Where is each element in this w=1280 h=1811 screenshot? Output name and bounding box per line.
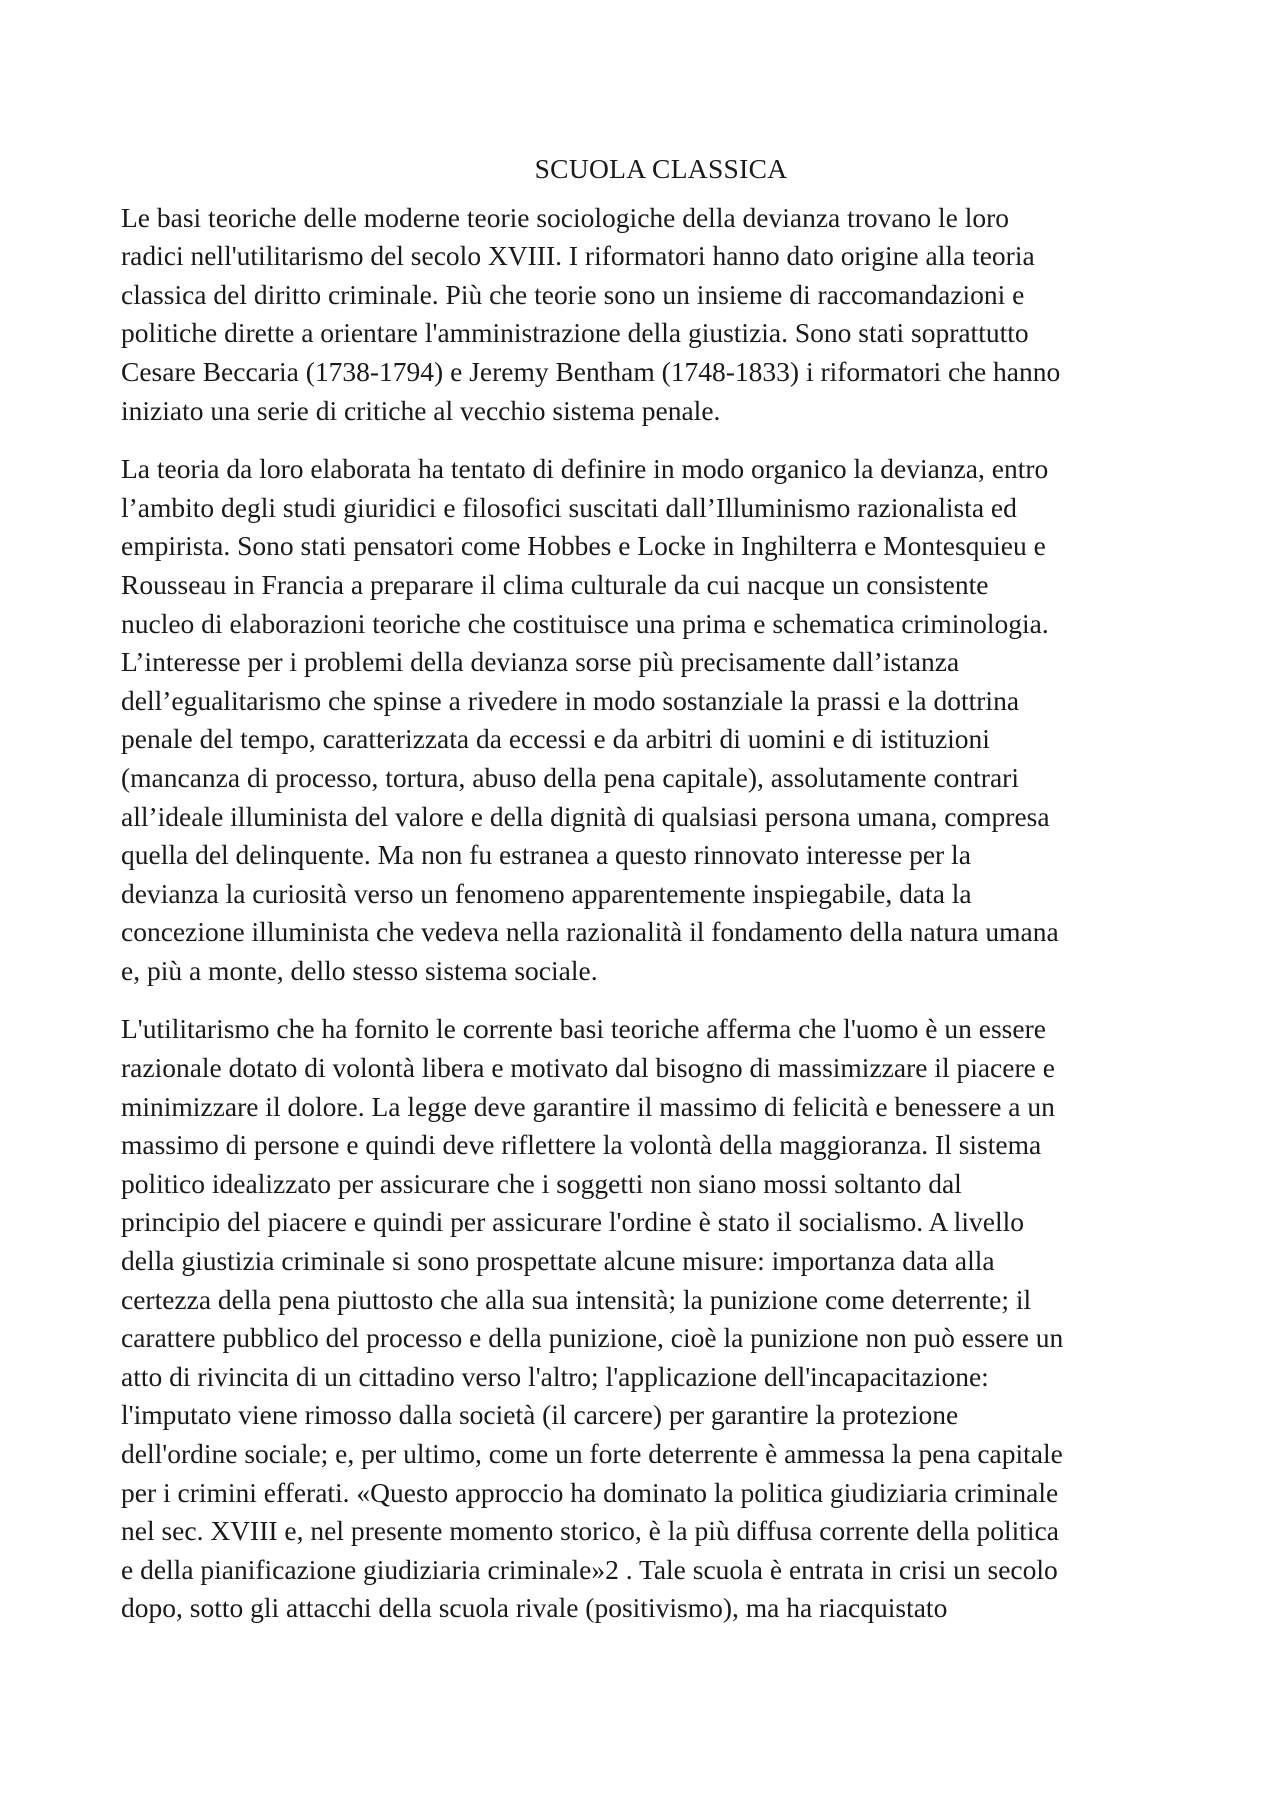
text-line: penale del tempo, caratterizzata da eccessi e da arbitri di uomini e di istituzioni [121, 723, 990, 755]
text-line: classica del diritto criminale. Più che teorie sono un insieme di raccomandazioni e [121, 278, 1025, 310]
text-line: La teoria da loro elaborata ha tentato di definire in modo organico la devianza, entro [121, 453, 1049, 485]
text-line: nel sec. XVIII e, nel presente momento storico, è la più diffusa corrente della politica [121, 1515, 1059, 1547]
text-line: minimizzare il dolore. La legge deve garantire il massimo di felicità e benessere a un [121, 1090, 1055, 1122]
text-line: atto di rivincita di un cittadino verso l'altro; l'applicazione dell'incapacitazione: [121, 1360, 989, 1392]
text-line: all’ideale illuminista del valore e della dignità di qualsiasi persona umana, compresa [121, 800, 1050, 832]
text-line: politico idealizzato per assicurare che i soggetti non siano mossi soltanto dal [121, 1167, 962, 1199]
text-line: della giustizia criminale si sono prospettate alcune misure: importanza data alla [121, 1245, 995, 1277]
text-line: principio del piacere e quindi per assicurare l'ordine è stato il socialismo. A livello [121, 1206, 1025, 1238]
text-line: (mancanza di processo, tortura, abuso della pena capitale), assolutamente contrari [121, 761, 1019, 793]
text-line: Cesare Beccaria (1738-1794) e Jeremy Bentham (1748-1833) i riformatori che hanno [121, 355, 1061, 387]
text-line: dell'ordine sociale; e, per ultimo, come un forte deterrente è ammessa la pena capitale [121, 1438, 1063, 1469]
paragraph [121, 199, 1161, 431]
document-body [121, 150, 1161, 1648]
text-line: L'utilitarismo che ha fornito le corrente basi teoriche afferma che l'uomo è un essere [121, 1013, 1046, 1045]
text-line: l’ambito degli studi giuridici e filosofici suscitati dall’Illuminismo razionalista ed [121, 491, 1017, 523]
paragraph [121, 450, 1161, 990]
text-line: e, più a monte, dello stesso sistema sociale. [121, 954, 598, 986]
text-line: L’interesse per i problemi della devianza sorse più precisamente dall’istanza [121, 646, 960, 678]
text-line: per i crimini efferati. «Questo approccio ha dominato la politica giudiziaria criminale [121, 1476, 1059, 1508]
text-line: certezza della pena piuttosto che alla sua intensità; la punizione come deterrente; il [121, 1283, 1032, 1315]
text-line: radici nell'utilitarismo del secolo XVIII. I riformatori hanno dato origine alla teoria [121, 240, 1035, 272]
text-line: carattere pubblico del processo e della punizione, cioè la punizione non può essere un [121, 1322, 1064, 1354]
text-line: dell’egualitarismo che spinse a rivedere in modo sostanziale la prassi e la dottrina [121, 684, 1020, 716]
text-line: politiche dirette a orientare l'amministrazione della giustizia. Sono stati soprattutto [121, 317, 1029, 349]
document-title: SCUOLA CLASSICA [534, 153, 788, 184]
text-line: e della pianificazione giudiziaria criminale»2 . Tale scuola è entrata in crisi un secolo [121, 1553, 1058, 1585]
text-line: massimo di persone e quindi deve riflettere la volontà della maggioranza. Il sistema [121, 1129, 1042, 1161]
paragraph [121, 1010, 1161, 1628]
text-line: concezione illuminista che vedeva nella razionalità il fondamento della natura umana [121, 916, 1059, 948]
paragraphs-container [121, 199, 1161, 1628]
text-line: devianza la curiosità verso un fenomeno apparentemente inspiegabile, data la [121, 877, 972, 909]
text-line: razionale dotato di volontà libera e motivato dal bisogno di massimizzare il piacere e [121, 1052, 1055, 1084]
text-line: empirista. Sono stati pensatori come Hobbes e Locke in Inghilterra e Montesquieu e [121, 530, 1046, 562]
text-line: nucleo di elaborazioni teoriche che costituisce una prima e schematica criminologia. [121, 607, 1049, 639]
text-line: iniziato una serie di critiche al vecchio sistema penale. [121, 394, 721, 426]
text-line: quella del delinquente. Ma non fu estranea a questo rinnovato interesse per la [121, 839, 971, 871]
text-line: dopo, sotto gli attacchi della scuola rivale (positivismo), ma ha riacquistato [121, 1592, 948, 1624]
text-line: Rousseau in Francia a preparare il clima culturale da cui nacque un consistente [121, 568, 989, 600]
text-line: l'imputato viene rimosso dalla società (il carcere) per garantire la protezione [121, 1399, 959, 1431]
text-line: Le basi teoriche delle moderne teorie sociologiche della devianza trovano le loro [121, 201, 1010, 233]
